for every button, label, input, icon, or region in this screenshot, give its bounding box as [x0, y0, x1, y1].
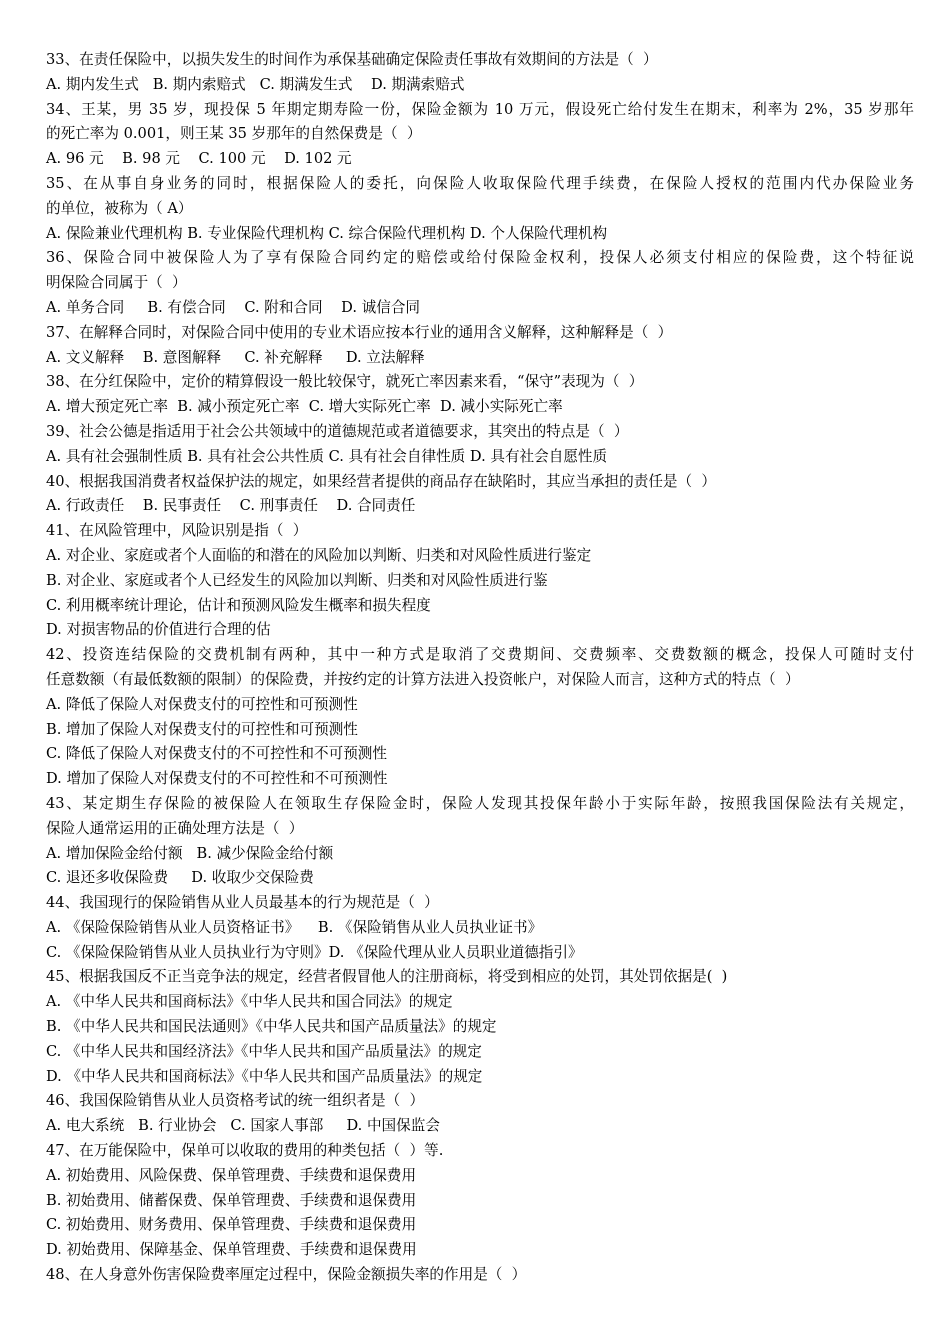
- text-line: 33、在责任保险中，以损失发生的时间作为承保基础确定保险责任事故有效期间的方法是（ ）: [46, 51, 658, 68]
- text-line: C. 退还多收保险费 D. 收取少交保险费: [46, 869, 314, 887]
- text-line: A. 文义解释 B. 意图解释 C. 补充解释 D. 立法解释: [46, 348, 425, 366]
- text-line: 48、在人身意外伤害保险费率厘定过程中，保险金额损失率的作用是（ ）: [46, 1266, 527, 1284]
- text-line: 46、我国保险销售从业人员资格考试的统一组织者是（ ）: [46, 1092, 425, 1110]
- text-line: 45、根据我国反不正当竞争法的规定，经营者假冒他人的注册商标，将受到相应的处罚，其处罚依据是( ): [46, 968, 728, 986]
- text-line: 47、在万能保险中，保单可以收取的费用的种类包括（ ）等.: [46, 1142, 444, 1160]
- text-line: 42、投资连结保险的交费机制有两种，其中一种方式是取消了交费期间、交费频率、交费数额的概念，投保人可随时支付: [46, 646, 914, 664]
- text-line: B. 《中华人民共和国民法通则》《中华人民共和国产品质量法》的规定: [46, 1018, 497, 1036]
- text-line: 的死亡率为 0.001，则王某 35 岁那年的自然保费是（ ）: [46, 125, 422, 143]
- text-line: C. 初始费用、财务费用、保单管理费、手续费和退保费用: [46, 1216, 417, 1234]
- text-line: B. 初始费用、储蓄保费、保单管理费、手续费和退保费用: [46, 1191, 417, 1209]
- text-line: A. 具有社会强制性质 B. 具有社会公共性质 C. 具有社会自律性质 D. 具有社会自愿性质: [46, 447, 608, 465]
- text-line: C. 降低了保险人对保费支付的不可控性和不可预测性: [46, 745, 387, 763]
- text-line: A. 保险兼业代理机构 B. 专业保险代理机构 C. 综合保险代理机构 D. 个人保险代理机构: [46, 224, 608, 242]
- text-line: 36、保险合同中被保险人为了享有保险合同约定的赔偿或给付保险金权利，投保人必须支付相应的保险费，这个特征说: [46, 249, 914, 267]
- text-line: D. 初始费用、保障基金、保单管理费、手续费和退保费用: [46, 1241, 417, 1259]
- text-line: 44、我国现行的保险销售从业人员最基本的行为规范是（ ）: [46, 894, 439, 912]
- text-line: C. 《保险保险销售从业人员执业行为守则》D. 《保险代理从业人员职业道德指引》: [46, 943, 583, 961]
- text-line: A. 期内发生式 B. 期内索赔式 C. 期满发生式 D. 期满索赔式: [46, 75, 465, 93]
- text-line: C. 利用概率统计理论，估计和预测风险发生概率和损失程度: [46, 596, 431, 614]
- text-line: B. 增加了保险人对保费支付的可控性和可预测性: [46, 720, 358, 738]
- text-line: A. 增大预定死亡率 B. 减小预定死亡率 C. 增大实际死亡率 D. 减小实际死亡率: [46, 398, 563, 416]
- text-line: D. 对损害物品的价值进行合理的估: [46, 621, 271, 639]
- text-line: 43、某定期生存保险的被保险人在领取生存保险金时，保险人发现其投保年龄小于实际年龄，按照我国保险法有关规定，: [46, 794, 914, 812]
- text-line: 任意数额（有最低数额的限制）的保险费，并按约定的计算方法进入投资帐户，对保险人而言，这种方式的特点（ ）: [46, 670, 800, 688]
- text-line: 34、王某，男 35 岁，现投保 5 年期定期寿险一份，保险金额为 10 万元，假设死亡给付发生在期末，利率为 2%，35 岁那年: [46, 100, 914, 118]
- text-line: D. 《中华人民共和国商标法》《中华人民共和国产品质量法》的规定: [46, 1067, 483, 1085]
- text-line: D. 增加了保险人对保费支付的不可控性和不可预测性: [46, 770, 388, 788]
- text-line: A. 《中华人民共和国商标法》《中华人民共和国合同法》的规定: [46, 993, 453, 1011]
- text-line: A. 初始费用、风险保费、保单管理费、手续费和退保费用: [46, 1166, 417, 1184]
- text-line: A. 《保险保险销售从业人员资格证书》 B. 《保险销售从业人员执业证书》: [46, 918, 543, 936]
- text-line: 明保险合同属于（ ）: [46, 274, 187, 292]
- text-line: A. 对企业、家庭或者个人面临的和潜在的风险加以判断、归类和对风险性质进行鉴定: [46, 546, 592, 564]
- text-line: 保险人通常运用的正确处理方法是（ ）: [46, 819, 304, 837]
- text-line: 35、在从事自身业务的同时，根据保险人的委托，向保险人收取保险代理手续费，在保险人授权的范围内代办保险业务: [46, 174, 914, 192]
- text-line: 41、在风险管理中，风险识别是指（ ）: [46, 522, 308, 540]
- text-line: A. 电大系统 B. 行业协会 C. 国家人事部 D. 中国保监会: [46, 1117, 440, 1135]
- text-line: A. 行政责任 B. 民事责任 C. 刑事责任 D. 合同责任: [46, 497, 416, 515]
- document-page: [46, 48, 914, 1288]
- text-line: A. 96 元 B. 98 元 C. 100 元 D. 102 元: [46, 150, 352, 168]
- text-line: 37、在解释合同时，对保险合同中使用的专业术语应按本行业的通用含义解释，这种解释是（ ）: [46, 323, 673, 341]
- text-line: A. 降低了保险人对保费支付的可控性和可预测性: [46, 695, 358, 713]
- text-line: B. 对企业、家庭或者个人已经发生的风险加以判断、归类和对风险性质进行鉴: [46, 571, 548, 589]
- text-line: 的单位，被称为（ A）: [46, 199, 193, 217]
- text-line: A. 增加保险金给付额 B. 减少保险金给付额: [46, 844, 334, 862]
- text-line: 39、社会公德是指适用于社会公共领域中的道德规范或者道德要求，其突出的特点是（ ）: [46, 422, 629, 440]
- text-line: A. 单务合同 B. 有偿合同 C. 附和合同 D. 诚信合同: [46, 298, 421, 316]
- text-line: 38、在分红保险中，定价的精算假设一般比较保守，就死亡率因素来看，“保守”表现为（ ）: [46, 373, 644, 391]
- text-line: C. 《中华人民共和国经济法》《中华人民共和国产品质量法》的规定: [46, 1042, 482, 1060]
- text-line: 40、根据我国消费者权益保护法的规定，如果经营者提供的商品存在缺陷时，其应当承担的责任是（ ）: [46, 472, 716, 490]
